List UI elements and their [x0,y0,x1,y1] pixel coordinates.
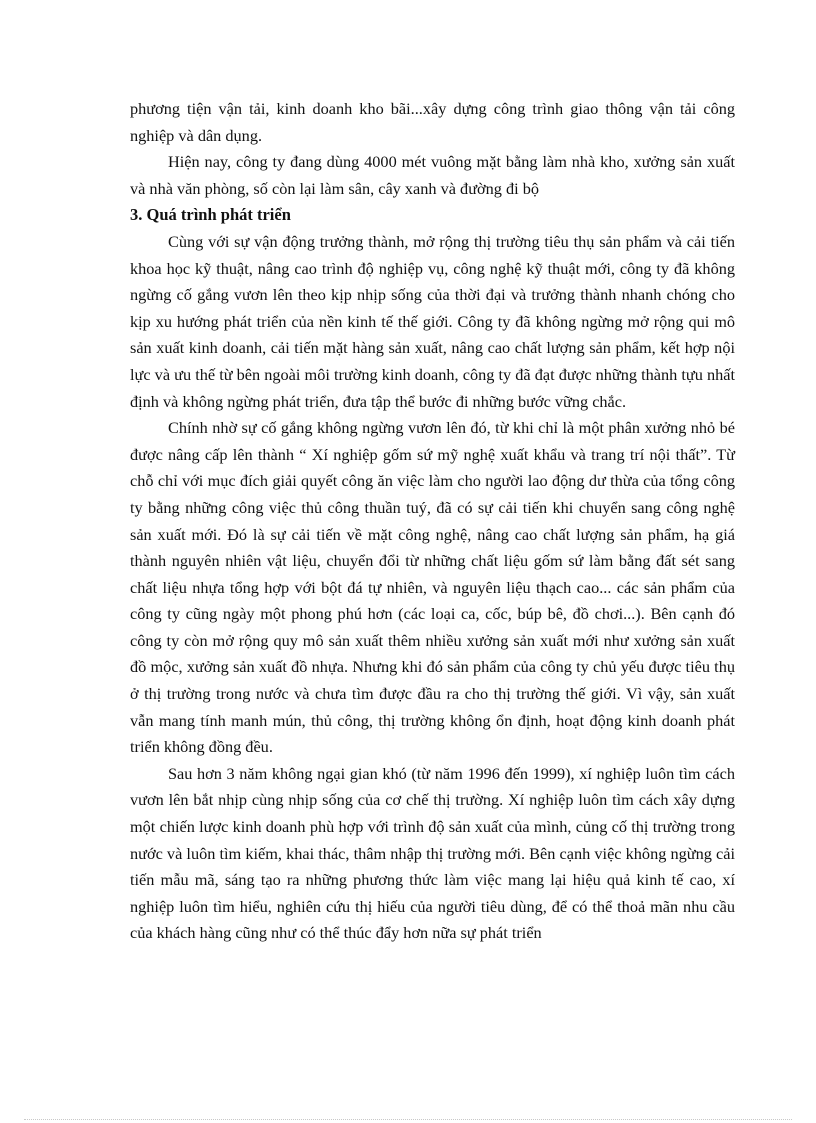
section-heading: 3. Quá trình phát triển [130,205,291,225]
paragraph-premises: Hiện nay, công ty đang dùng 4000 mét vuông mặt bằng làm nhà kho, xưởng sản xuất và nhà văn phòng, số còn lại làm sân, cây xanh và đường đi bộ [130,152,735,198]
paragraph-upgrade: Chính nhờ sự cố gắng không ngừng vươn lên đó, từ khi chỉ là một phân xưởng nhỏ bé được nâng cấp lên thành “ Xí nghiệp gốm sứ mỹ nghệ xuất khẩu và trang trí nội thất”. Từ chỗ chỉ với mục đích giải quyết công ăn việc làm cho người lao động dư thừa của tổng công ty bằng những công việc thủ công thuần tuý, đã có sự cải tiến khi chuyển sang công nghệ sản xuất mới. Đó là sự cải tiến về mặt công nghệ, nâng cao chất lượng sản phẩm, hạ giá thành nguyên nhiên vật liệu, chuyển đổi từ những chất liệu gốm sứ làm bằng đất sét sang chất liệu nhựa tổng hợp với bột đá tự nhiên, và nguyên liệu thạch cao... các sản phẩm của công ty cũng ngày một phong phú hơn (các loại ca, cốc, búp bê, đồ chơi...). Bên cạnh đó công ty còn mở rộng quy mô sản xuất thêm nhiều xưởng sản xuất mới như xưởng sản xuất đồ mộc, xưởng sản xuất đồ nhựa. Nhưng khi đó sản phẩm của công ty chủ yếu được tiêu thụ ở thị trường trong nước và chưa tìm được đầu ra cho thị trường thế giới. Vì vậy, sản xuất vẫn mang tính manh mún, thủ công, thị trường không ổn định, hoạt động kinh doanh phát triển không đồng đều. [130,418,735,757]
paragraph-development: Cùng với sự vận động trưởng thành, mở rộng thị trường tiêu thụ sản phẩm và cải tiến khoa học kỹ thuật, nâng cao trình độ nghiệp vụ, công nghệ kỹ thuật mới, công ty đã không ngừng cố gắng vươn lên theo kịp nhịp sống của thời đại và trưởng thành nhanh chóng cho kịp xu hướng phát triển của nền kinh tế thế giới. Công ty đã không ngừng mở rộng qui mô sản xuất kinh doanh, cải tiến mặt hàng sản xuất, nâng cao chất lượng sản phẩm, kết hợp nội lực và ưu thế từ bên ngoài môi trường kinh doanh, công ty đã đạt được những thành tựu nhất định và không ngừng phát triển, đưa tập thể bước đi những bước vững chắc. [130,231,735,411]
page-bottom-rule [24,1119,792,1120]
document-body [130,96,735,947]
paragraph-continued: phương tiện vận tải, kinh doanh kho bãi...xây dựng công trình giao thông vận tải công nghiệp và dân dụng. [130,99,735,145]
paragraph-strategy: Sau hơn 3 năm không ngại gian khó (từ năm 1996 đến 1999), xí nghiệp luôn tìm cách vươn lên bắt nhịp cùng nhịp sống của cơ chế thị trường. Xí nghiệp luôn tìm cách xây dựng một chiến lược kinh doanh phù hợp với trình độ sản xuất của mình, củng cố thị trường trong nước và luôn tìm kiếm, khai thác, thâm nhập thị trường mới. Bên cạnh việc không ngừng cải tiến mẫu mã, sáng tạo ra những phương thức làm việc mang lại hiệu quả kinh tế cao, xí nghiệp luôn tìm hiểu, nghiên cứu thị hiếu của người tiêu dùng, để có thể thoả mãn nhu cầu của khách hàng cũng như có thể thúc đẩy hơn nữa sự phát triển [130,763,735,943]
